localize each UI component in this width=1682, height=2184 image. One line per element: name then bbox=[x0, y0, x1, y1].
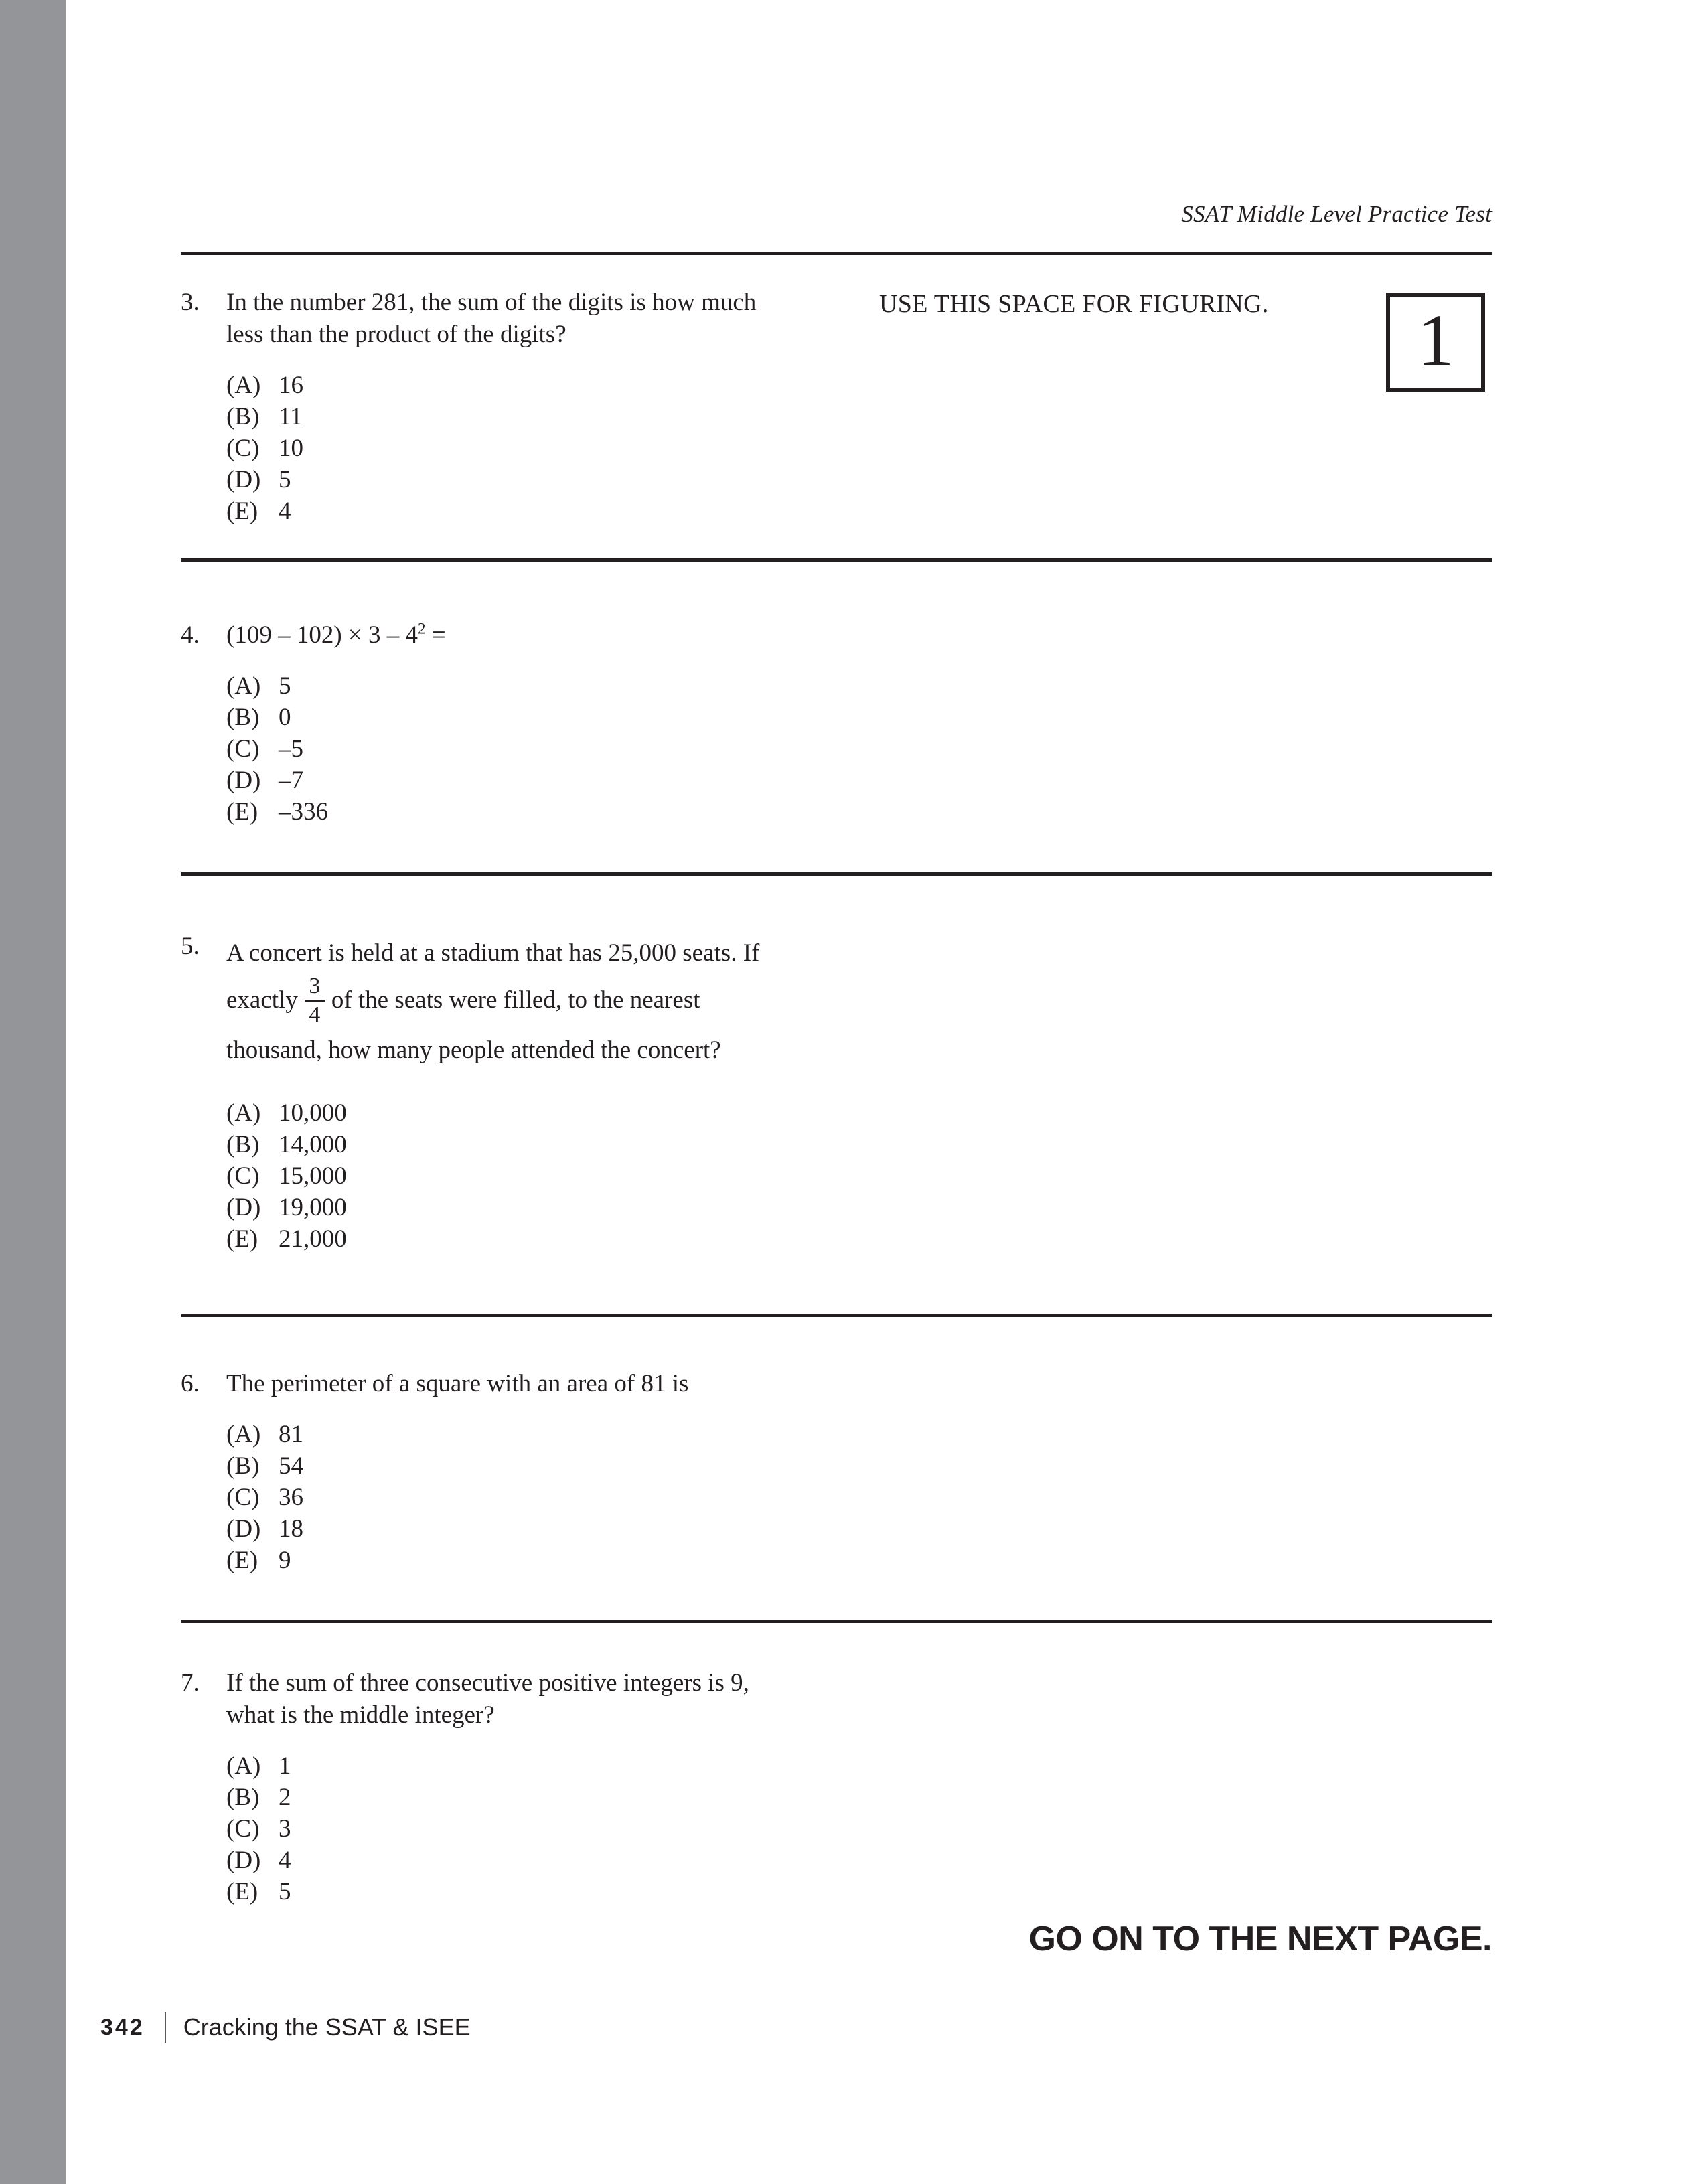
choice-letter: (A) bbox=[226, 372, 261, 399]
question-5-number: 5. bbox=[181, 933, 200, 960]
choice-option[interactable] bbox=[226, 1513, 917, 1545]
question-divider-rule bbox=[181, 872, 1492, 876]
choice-letter: (E) bbox=[226, 1225, 258, 1253]
choice-value: –5 bbox=[279, 735, 303, 763]
question-4-choices bbox=[181, 670, 917, 828]
question-3-number: 3. bbox=[181, 289, 200, 316]
choice-value: 14,000 bbox=[279, 1131, 347, 1158]
question-5-stem-part1: A concert is held at a stadium that has 25,000 seats. If exactly bbox=[226, 939, 760, 1014]
choice-option[interactable] bbox=[226, 1097, 917, 1129]
question-3 bbox=[181, 287, 917, 527]
choice-option[interactable] bbox=[226, 1450, 917, 1482]
choice-option[interactable] bbox=[226, 1782, 917, 1813]
choice-option[interactable] bbox=[226, 765, 917, 796]
choice-value: 16 bbox=[279, 372, 303, 399]
choice-letter: (B) bbox=[226, 1131, 260, 1158]
choice-option[interactable] bbox=[226, 370, 917, 401]
choice-value: 10 bbox=[279, 435, 303, 462]
choice-option[interactable] bbox=[226, 1160, 917, 1192]
choice-letter: (B) bbox=[226, 704, 260, 731]
left-gray-spine bbox=[0, 0, 66, 2184]
choice-value: 9 bbox=[279, 1547, 291, 1574]
question-7 bbox=[181, 1667, 917, 1907]
choice-option[interactable] bbox=[226, 401, 917, 433]
question-3-head bbox=[181, 287, 917, 351]
choice-value: 3 bbox=[279, 1815, 291, 1843]
fraction-three-fourths bbox=[305, 975, 325, 1026]
choice-value: 11 bbox=[279, 403, 303, 431]
choice-option[interactable] bbox=[226, 464, 917, 495]
page-footer bbox=[100, 2012, 471, 2043]
choice-value: 4 bbox=[279, 1847, 291, 1874]
choice-letter: (E) bbox=[226, 1547, 258, 1574]
question-3-stem: In the number 281, the sum of the digits is how much less than the product of the digits? bbox=[226, 289, 757, 348]
question-7-number: 7. bbox=[181, 1669, 200, 1697]
choice-letter: (A) bbox=[226, 672, 261, 700]
choice-letter: (E) bbox=[226, 1878, 258, 1905]
choice-letter: (C) bbox=[226, 735, 260, 763]
choice-letter: (A) bbox=[226, 1752, 261, 1780]
question-6-stem: The perimeter of a square with an area of 81 is bbox=[226, 1370, 689, 1397]
choice-value: 19,000 bbox=[279, 1194, 347, 1221]
fraction-numerator: 3 bbox=[309, 973, 321, 998]
book-title: Cracking the SSAT & ISEE bbox=[183, 2013, 471, 2041]
choice-letter: (B) bbox=[226, 1784, 260, 1811]
choice-value: –336 bbox=[279, 798, 328, 826]
section-number-box bbox=[1386, 293, 1485, 392]
choice-letter: (D) bbox=[226, 1194, 261, 1221]
choice-option[interactable] bbox=[226, 702, 917, 733]
choice-letter: (A) bbox=[226, 1099, 261, 1127]
choice-letter: (C) bbox=[226, 1484, 260, 1511]
choice-option[interactable] bbox=[226, 1192, 917, 1223]
choice-option[interactable] bbox=[226, 495, 917, 527]
fraction-denominator: 4 bbox=[309, 1002, 321, 1027]
choice-value: 10,000 bbox=[279, 1099, 347, 1127]
question-4-expression-prefix: (109 – 102) × 3 – 4 bbox=[226, 621, 418, 649]
choice-letter: (D) bbox=[226, 1847, 261, 1874]
choice-option[interactable] bbox=[226, 670, 917, 702]
question-4-number: 4. bbox=[181, 621, 200, 649]
question-7-head bbox=[181, 1667, 917, 1731]
choice-value: 54 bbox=[279, 1452, 303, 1480]
choice-value: 5 bbox=[279, 1878, 291, 1905]
choice-letter: (B) bbox=[226, 1452, 260, 1480]
question-5 bbox=[181, 931, 917, 1255]
choice-value: 15,000 bbox=[279, 1162, 347, 1190]
question-5-head bbox=[181, 931, 917, 1073]
page-content bbox=[100, 0, 1492, 2184]
go-on-next-page-notice: GO ON TO THE NEXT PAGE. bbox=[1028, 1920, 1492, 1958]
fraction-bar bbox=[305, 1000, 325, 1002]
question-6 bbox=[181, 1368, 917, 1576]
choice-letter: (B) bbox=[226, 403, 260, 431]
choice-value: 1 bbox=[279, 1752, 291, 1780]
choice-value: 2 bbox=[279, 1784, 291, 1811]
question-4-head bbox=[181, 619, 917, 651]
choice-value: 4 bbox=[279, 497, 291, 525]
question-5-stem bbox=[226, 931, 782, 1073]
choice-option[interactable] bbox=[226, 796, 917, 828]
figuring-space-note: USE THIS SPACE FOR FIGURING. bbox=[879, 290, 1269, 318]
question-7-choices bbox=[181, 1750, 917, 1907]
choice-option[interactable] bbox=[226, 1223, 917, 1255]
choice-value: 81 bbox=[279, 1421, 303, 1448]
choice-option[interactable] bbox=[226, 733, 917, 765]
question-4-stem bbox=[226, 619, 446, 651]
choice-option[interactable] bbox=[226, 1129, 917, 1160]
choice-value: 0 bbox=[279, 704, 291, 731]
running-head: SSAT Middle Level Practice Test bbox=[1181, 201, 1492, 227]
choice-letter: (D) bbox=[226, 767, 261, 794]
question-6-head bbox=[181, 1368, 917, 1400]
choice-option[interactable] bbox=[226, 1482, 917, 1513]
choice-letter: (D) bbox=[226, 1515, 261, 1543]
choice-letter: (E) bbox=[226, 497, 258, 525]
choice-option[interactable] bbox=[226, 1750, 917, 1782]
choice-letter: (C) bbox=[226, 435, 260, 462]
choice-option[interactable] bbox=[226, 1876, 917, 1907]
choice-option[interactable] bbox=[226, 1419, 917, 1450]
question-divider-rule bbox=[181, 1314, 1492, 1317]
question-divider-rule bbox=[181, 558, 1492, 562]
choice-option[interactable] bbox=[226, 1545, 917, 1576]
footer-divider bbox=[165, 2012, 166, 2043]
question-divider-rule bbox=[181, 1620, 1492, 1623]
choice-value: 36 bbox=[279, 1484, 303, 1511]
choice-option[interactable] bbox=[226, 433, 917, 464]
choice-letter: (A) bbox=[226, 1421, 261, 1448]
choice-letter: (C) bbox=[226, 1815, 260, 1843]
header-rule bbox=[181, 252, 1492, 255]
page-number: 342 bbox=[100, 2014, 145, 2040]
question-4 bbox=[181, 619, 917, 828]
choice-option[interactable] bbox=[226, 1845, 917, 1876]
section-number: 1 bbox=[1417, 299, 1454, 381]
question-4-expression-suffix: = bbox=[425, 621, 446, 649]
choice-value: –7 bbox=[279, 767, 303, 794]
choice-letter: (E) bbox=[226, 798, 258, 826]
question-4-exponent: 2 bbox=[418, 620, 426, 637]
question-3-choices bbox=[181, 370, 917, 527]
question-7-stem: If the sum of three consecutive positive integers is 9, what is the middle integer? bbox=[226, 1669, 749, 1729]
question-6-number: 6. bbox=[181, 1370, 200, 1397]
question-5-stem-part2: of the seats were filled, to the nearest thousand, how many people attended the concert? bbox=[226, 986, 721, 1064]
choice-value: 21,000 bbox=[279, 1225, 347, 1253]
choice-option[interactable] bbox=[226, 1813, 917, 1845]
question-6-choices bbox=[181, 1419, 917, 1576]
choice-letter: (D) bbox=[226, 466, 261, 493]
choice-value: 5 bbox=[279, 672, 291, 700]
choice-value: 18 bbox=[279, 1515, 303, 1543]
choice-value: 5 bbox=[279, 466, 291, 493]
question-5-choices bbox=[181, 1097, 917, 1255]
choice-letter: (C) bbox=[226, 1162, 260, 1190]
